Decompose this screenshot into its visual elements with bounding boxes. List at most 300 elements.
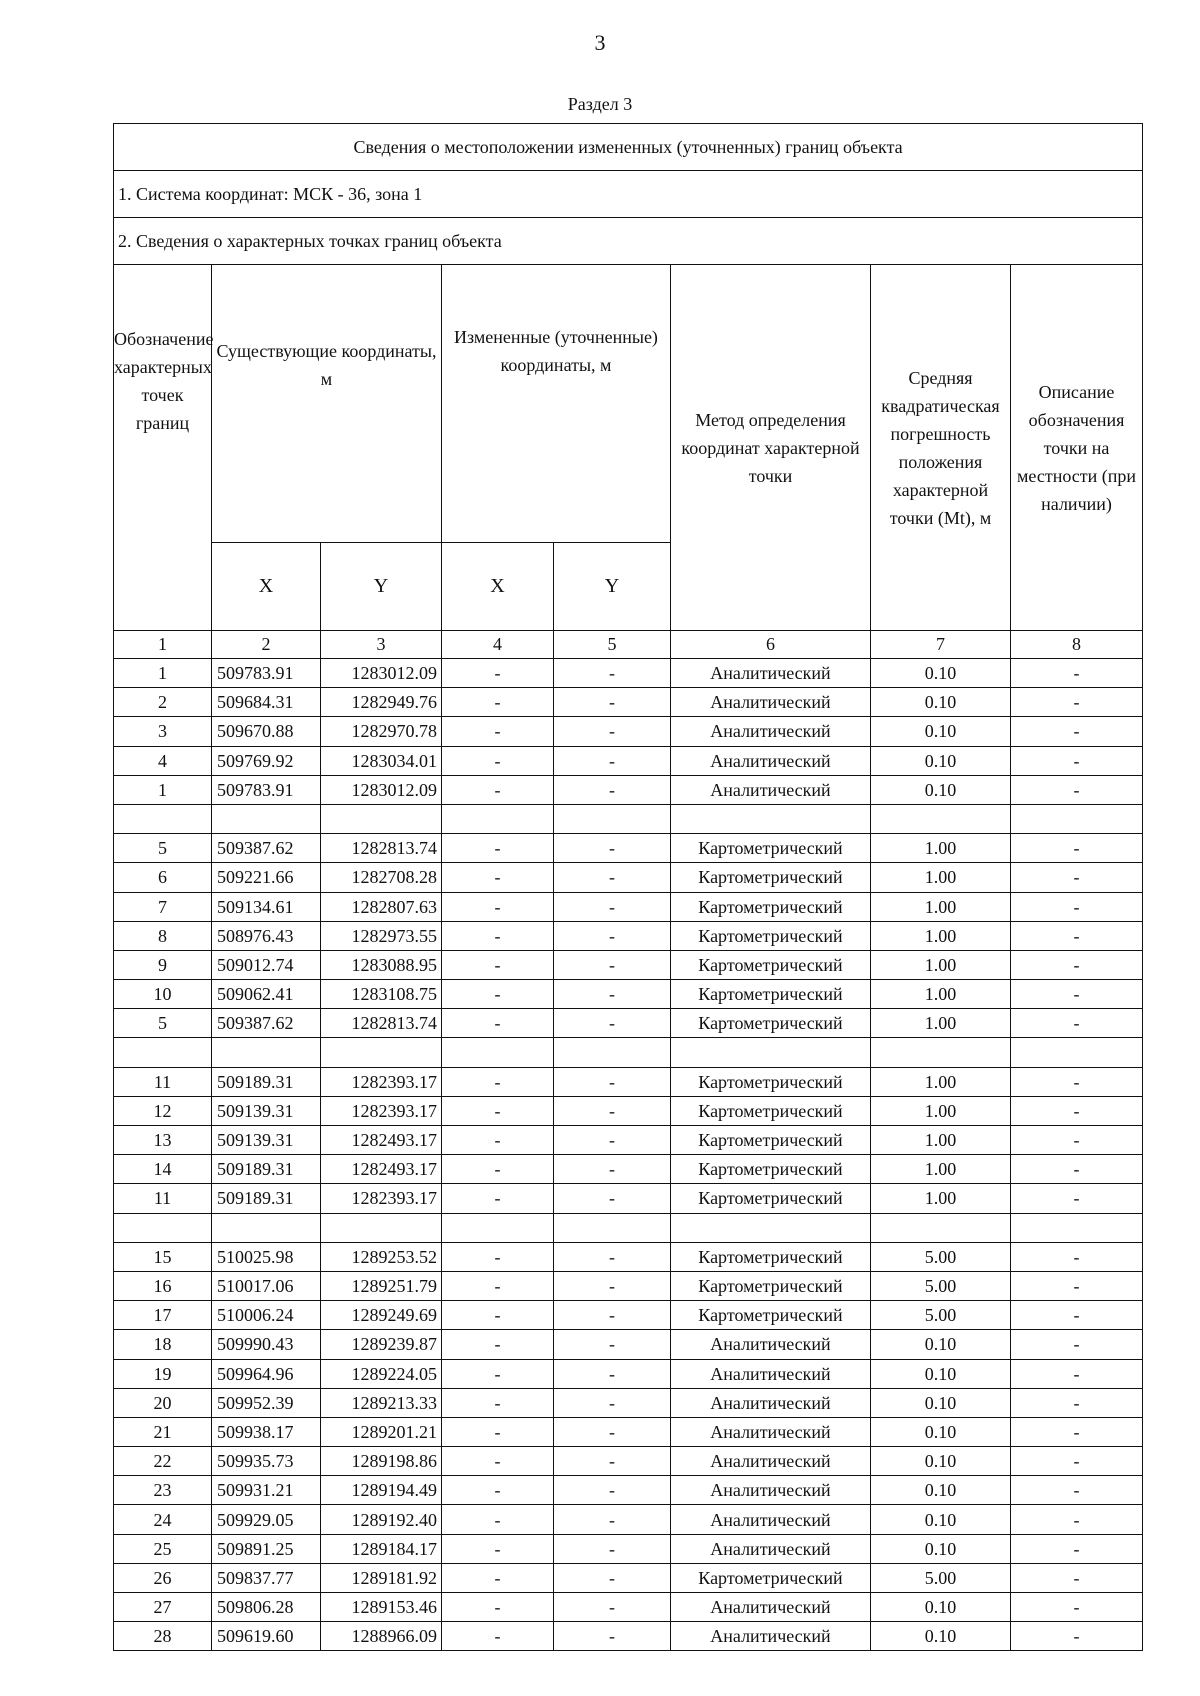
cell-point-id: 5 xyxy=(114,1009,212,1038)
cell-changed-y: - xyxy=(554,1388,671,1417)
cell-method: Картометрический xyxy=(671,1563,871,1592)
cell-point-id: 22 xyxy=(114,1447,212,1476)
cell-method: Картометрический xyxy=(671,1242,871,1271)
cell-accuracy: 0.10 xyxy=(871,1417,1011,1446)
points-heading: 2. Сведения о характерных точках границ объекта xyxy=(114,218,1143,265)
cell-method: Аналитический xyxy=(671,1476,871,1505)
cell-point-id: 2 xyxy=(114,688,212,717)
cell-method: Картометрический xyxy=(671,1126,871,1155)
cell-point-id: 27 xyxy=(114,1593,212,1622)
cell-description: - xyxy=(1011,1330,1143,1359)
table-row xyxy=(114,863,1143,892)
table-row xyxy=(114,1184,1143,1213)
cell-method: Аналитический xyxy=(671,717,871,746)
cell-point-id: 26 xyxy=(114,1563,212,1592)
table-row xyxy=(114,921,1143,950)
cell-changed-x: - xyxy=(442,950,554,979)
cell-point-id: 5 xyxy=(114,834,212,863)
cell-existing-y: 1289224.05 xyxy=(321,1359,442,1388)
blank-separator-row xyxy=(114,804,1143,833)
empty-cell xyxy=(1011,804,1143,833)
empty-cell xyxy=(114,804,212,833)
cell-existing-y: 1282813.74 xyxy=(321,1009,442,1038)
empty-cell xyxy=(442,1213,554,1242)
header-changed-x: X xyxy=(442,543,554,631)
cell-existing-x: 509139.31 xyxy=(212,1096,321,1125)
cell-method: Картометрический xyxy=(671,1184,871,1213)
header-accuracy: Средняя квадратическая погрешность положения характерной точки (Mt), м xyxy=(871,265,1011,631)
cell-existing-x: 509387.62 xyxy=(212,834,321,863)
cell-method: Аналитический xyxy=(671,746,871,775)
cell-point-id: 9 xyxy=(114,950,212,979)
blank-separator-row xyxy=(114,1213,1143,1242)
cell-method: Аналитический xyxy=(671,659,871,688)
cell-existing-y: 1289251.79 xyxy=(321,1271,442,1300)
table-row xyxy=(114,1126,1143,1155)
cell-description: - xyxy=(1011,1593,1143,1622)
cell-existing-x: 509964.96 xyxy=(212,1359,321,1388)
empty-cell xyxy=(671,1213,871,1242)
column-number: 8 xyxy=(1011,631,1143,659)
cell-changed-x: - xyxy=(442,834,554,863)
cell-point-id: 25 xyxy=(114,1534,212,1563)
cell-method: Аналитический xyxy=(671,775,871,804)
cell-existing-x: 509891.25 xyxy=(212,1534,321,1563)
cell-point-id: 12 xyxy=(114,1096,212,1125)
cell-method: Картометрический xyxy=(671,1271,871,1300)
empty-cell xyxy=(554,1038,671,1067)
cell-changed-x: - xyxy=(442,775,554,804)
cell-existing-y: 1289213.33 xyxy=(321,1388,442,1417)
empty-cell xyxy=(671,1038,871,1067)
table-row xyxy=(114,1155,1143,1184)
cell-changed-x: - xyxy=(442,1184,554,1213)
cell-accuracy: 1.00 xyxy=(871,1126,1011,1155)
cell-point-id: 21 xyxy=(114,1417,212,1446)
cell-point-id: 1 xyxy=(114,775,212,804)
cell-changed-y: - xyxy=(554,1155,671,1184)
cell-existing-x: 509952.39 xyxy=(212,1388,321,1417)
cell-changed-x: - xyxy=(442,1330,554,1359)
cell-changed-y: - xyxy=(554,921,671,950)
cell-existing-x: 510006.24 xyxy=(212,1301,321,1330)
empty-cell xyxy=(554,1213,671,1242)
cell-changed-y: - xyxy=(554,863,671,892)
table-row xyxy=(114,775,1143,804)
cell-existing-y: 1282807.63 xyxy=(321,892,442,921)
cell-changed-x: - xyxy=(442,1067,554,1096)
cell-changed-y: - xyxy=(554,1301,671,1330)
table-body xyxy=(114,124,1143,1651)
cell-changed-x: - xyxy=(442,1126,554,1155)
cell-accuracy: 5.00 xyxy=(871,1301,1011,1330)
cell-existing-y: 1282708.28 xyxy=(321,863,442,892)
cell-description: - xyxy=(1011,980,1143,1009)
cell-changed-x: - xyxy=(442,717,554,746)
cell-accuracy: 1.00 xyxy=(871,863,1011,892)
cell-accuracy: 1.00 xyxy=(871,1184,1011,1213)
cell-method: Картометрический xyxy=(671,834,871,863)
cell-method: Картометрический xyxy=(671,1067,871,1096)
cell-changed-x: - xyxy=(442,1505,554,1534)
cell-changed-x: - xyxy=(442,921,554,950)
cell-accuracy: 0.10 xyxy=(871,688,1011,717)
cell-method: Картометрический xyxy=(671,921,871,950)
empty-cell xyxy=(671,804,871,833)
cell-method: Картометрический xyxy=(671,980,871,1009)
cell-changed-x: - xyxy=(442,1271,554,1300)
table-row xyxy=(114,1096,1143,1125)
cell-existing-y: 1283012.09 xyxy=(321,775,442,804)
cell-changed-y: - xyxy=(554,688,671,717)
table-row xyxy=(114,834,1143,863)
cell-point-id: 17 xyxy=(114,1301,212,1330)
cell-point-id: 3 xyxy=(114,717,212,746)
cell-existing-y: 1282970.78 xyxy=(321,717,442,746)
cell-changed-y: - xyxy=(554,1067,671,1096)
cell-point-id: 11 xyxy=(114,1067,212,1096)
table-row xyxy=(114,892,1143,921)
cell-changed-y: - xyxy=(554,892,671,921)
cell-point-id: 20 xyxy=(114,1388,212,1417)
cell-changed-y: - xyxy=(554,1271,671,1300)
cell-accuracy: 1.00 xyxy=(871,834,1011,863)
cell-changed-y: - xyxy=(554,659,671,688)
cell-description: - xyxy=(1011,1388,1143,1417)
boundary-points-table xyxy=(113,123,1143,1651)
cell-point-id: 8 xyxy=(114,921,212,950)
cell-description: - xyxy=(1011,717,1143,746)
cell-changed-y: - xyxy=(554,1330,671,1359)
cell-existing-y: 1283108.75 xyxy=(321,980,442,1009)
cell-accuracy: 1.00 xyxy=(871,950,1011,979)
empty-cell xyxy=(212,1213,321,1242)
cell-changed-y: - xyxy=(554,1563,671,1592)
cell-existing-x: 509684.31 xyxy=(212,688,321,717)
cell-accuracy: 0.10 xyxy=(871,1388,1011,1417)
table-row xyxy=(114,1622,1143,1651)
cell-changed-y: - xyxy=(554,1184,671,1213)
column-number: 4 xyxy=(442,631,554,659)
cell-accuracy: 1.00 xyxy=(871,1067,1011,1096)
cell-changed-x: - xyxy=(442,1096,554,1125)
cell-description: - xyxy=(1011,1563,1143,1592)
empty-cell xyxy=(871,1213,1011,1242)
cell-changed-x: - xyxy=(442,1476,554,1505)
cell-changed-x: - xyxy=(442,1417,554,1446)
cell-description: - xyxy=(1011,950,1143,979)
cell-changed-x: - xyxy=(442,892,554,921)
cell-changed-y: - xyxy=(554,1417,671,1446)
page-number: 3 xyxy=(594,30,606,55)
cell-existing-y: 1289194.49 xyxy=(321,1476,442,1505)
cell-description: - xyxy=(1011,1009,1143,1038)
cell-changed-x: - xyxy=(442,1593,554,1622)
header-designation: Обозначение характерных точек границ xyxy=(114,265,212,631)
cell-changed-x: - xyxy=(442,688,554,717)
cell-existing-x: 509769.92 xyxy=(212,746,321,775)
cell-existing-x: 509990.43 xyxy=(212,1330,321,1359)
cell-existing-x: 509938.17 xyxy=(212,1417,321,1446)
coord-system: 1. Система координат: МСК - 36, зона 1 xyxy=(114,171,1143,218)
cell-accuracy: 1.00 xyxy=(871,1155,1011,1184)
column-number: 5 xyxy=(554,631,671,659)
cell-existing-y: 1282393.17 xyxy=(321,1067,442,1096)
cell-changed-y: - xyxy=(554,950,671,979)
cell-method: Картометрический xyxy=(671,1096,871,1125)
cell-changed-y: - xyxy=(554,717,671,746)
cell-description: - xyxy=(1011,1242,1143,1271)
cell-changed-x: - xyxy=(442,1009,554,1038)
cell-changed-y: - xyxy=(554,980,671,1009)
cell-description: - xyxy=(1011,1126,1143,1155)
empty-cell xyxy=(212,1038,321,1067)
cell-point-id: 15 xyxy=(114,1242,212,1271)
cell-existing-y: 1289249.69 xyxy=(321,1301,442,1330)
cell-changed-x: - xyxy=(442,1359,554,1388)
cell-existing-y: 1282393.17 xyxy=(321,1096,442,1125)
cell-accuracy: 0.10 xyxy=(871,717,1011,746)
cell-point-id: 19 xyxy=(114,1359,212,1388)
cell-point-id: 6 xyxy=(114,863,212,892)
cell-changed-x: - xyxy=(442,1155,554,1184)
cell-method: Аналитический xyxy=(671,1622,871,1651)
cell-description: - xyxy=(1011,1067,1143,1096)
header-existing-coords: Существующие координаты, м xyxy=(212,265,442,543)
table-row xyxy=(114,1534,1143,1563)
cell-description: - xyxy=(1011,1271,1143,1300)
cell-description: - xyxy=(1011,863,1143,892)
cell-method: Аналитический xyxy=(671,1447,871,1476)
cell-existing-x: 509670.88 xyxy=(212,717,321,746)
empty-cell xyxy=(554,804,671,833)
cell-description: - xyxy=(1011,1417,1143,1446)
table-row xyxy=(114,1388,1143,1417)
cell-description: - xyxy=(1011,1622,1143,1651)
header-changed-y: Y xyxy=(554,543,671,631)
section-label: Раздел 3 xyxy=(567,94,633,114)
cell-description: - xyxy=(1011,746,1143,775)
cell-existing-x: 509387.62 xyxy=(212,1009,321,1038)
cell-existing-x: 509062.41 xyxy=(212,980,321,1009)
cell-accuracy: 1.00 xyxy=(871,921,1011,950)
empty-cell xyxy=(321,804,442,833)
cell-changed-y: - xyxy=(554,1359,671,1388)
empty-cell xyxy=(321,1038,442,1067)
cell-changed-x: - xyxy=(442,1242,554,1271)
cell-changed-y: - xyxy=(554,746,671,775)
cell-point-id: 18 xyxy=(114,1330,212,1359)
cell-accuracy: 0.10 xyxy=(871,1447,1011,1476)
table-row xyxy=(114,950,1143,979)
cell-changed-y: - xyxy=(554,1534,671,1563)
cell-accuracy: 1.00 xyxy=(871,892,1011,921)
cell-existing-y: 1289239.87 xyxy=(321,1330,442,1359)
cell-description: - xyxy=(1011,1359,1143,1388)
header-method: Метод определения координат характерной точки xyxy=(671,265,871,631)
empty-cell xyxy=(442,1038,554,1067)
empty-cell xyxy=(871,1038,1011,1067)
cell-description: - xyxy=(1011,921,1143,950)
cell-description: - xyxy=(1011,775,1143,804)
empty-cell xyxy=(1011,1213,1143,1242)
cell-accuracy: 0.10 xyxy=(871,1622,1011,1651)
cell-existing-x: 509134.61 xyxy=(212,892,321,921)
cell-changed-y: - xyxy=(554,1476,671,1505)
cell-accuracy: 0.10 xyxy=(871,659,1011,688)
cell-existing-y: 1289198.86 xyxy=(321,1447,442,1476)
cell-description: - xyxy=(1011,834,1143,863)
cell-existing-x: 508976.43 xyxy=(212,921,321,950)
cell-existing-y: 1283012.09 xyxy=(321,659,442,688)
column-number: 2 xyxy=(212,631,321,659)
cell-description: - xyxy=(1011,1155,1143,1184)
cell-changed-y: - xyxy=(554,1126,671,1155)
cell-accuracy: 0.10 xyxy=(871,1359,1011,1388)
table-row xyxy=(114,1067,1143,1096)
cell-changed-x: - xyxy=(442,863,554,892)
cell-existing-y: 1289192.40 xyxy=(321,1505,442,1534)
cell-existing-y: 1283034.01 xyxy=(321,746,442,775)
empty-cell xyxy=(1011,1038,1143,1067)
cell-point-id: 14 xyxy=(114,1155,212,1184)
cell-changed-y: - xyxy=(554,1242,671,1271)
cell-description: - xyxy=(1011,688,1143,717)
cell-existing-y: 1282973.55 xyxy=(321,921,442,950)
cell-existing-x: 509221.66 xyxy=(212,863,321,892)
cell-point-id: 1 xyxy=(114,659,212,688)
column-number: 7 xyxy=(871,631,1011,659)
cell-method: Аналитический xyxy=(671,1388,871,1417)
cell-accuracy: 1.00 xyxy=(871,1009,1011,1038)
cell-accuracy: 0.10 xyxy=(871,746,1011,775)
table-row xyxy=(114,1359,1143,1388)
cell-accuracy: 0.10 xyxy=(871,1330,1011,1359)
cell-changed-x: - xyxy=(442,1563,554,1592)
cell-method: Аналитический xyxy=(671,1505,871,1534)
table-row xyxy=(114,1447,1143,1476)
cell-method: Аналитический xyxy=(671,688,871,717)
table-row xyxy=(114,980,1143,1009)
column-numbers-row xyxy=(114,631,1143,659)
cell-method: Аналитический xyxy=(671,1330,871,1359)
cell-accuracy: 5.00 xyxy=(871,1271,1011,1300)
cell-existing-x: 509189.31 xyxy=(212,1067,321,1096)
cell-existing-y: 1288966.09 xyxy=(321,1622,442,1651)
cell-existing-y: 1289181.92 xyxy=(321,1563,442,1592)
cell-existing-y: 1282493.17 xyxy=(321,1155,442,1184)
cell-accuracy: 0.10 xyxy=(871,1476,1011,1505)
cell-existing-y: 1289184.17 xyxy=(321,1534,442,1563)
empty-cell xyxy=(114,1213,212,1242)
cell-description: - xyxy=(1011,1096,1143,1125)
cell-accuracy: 0.10 xyxy=(871,1534,1011,1563)
cell-changed-x: - xyxy=(442,1447,554,1476)
header-existing-x: X xyxy=(212,543,321,631)
cell-changed-y: - xyxy=(554,775,671,804)
cell-changed-x: - xyxy=(442,1301,554,1330)
empty-cell xyxy=(114,1038,212,1067)
table-row xyxy=(114,688,1143,717)
header-description: Описание обозначения точки на местности (при наличии) xyxy=(1011,265,1143,631)
cell-method: Аналитический xyxy=(671,1417,871,1446)
cell-description: - xyxy=(1011,1505,1143,1534)
cell-changed-x: - xyxy=(442,659,554,688)
cell-changed-x: - xyxy=(442,746,554,775)
cell-method: Аналитический xyxy=(671,1593,871,1622)
cell-point-id: 28 xyxy=(114,1622,212,1651)
cell-existing-x: 509929.05 xyxy=(212,1505,321,1534)
cell-description: - xyxy=(1011,1534,1143,1563)
cell-existing-x: 509189.31 xyxy=(212,1155,321,1184)
table-row xyxy=(114,1593,1143,1622)
table-title: Сведения о местоположении измененных (уточненных) границ объекта xyxy=(114,124,1143,171)
cell-accuracy: 1.00 xyxy=(871,1096,1011,1125)
cell-point-id: 24 xyxy=(114,1505,212,1534)
cell-existing-y: 1283088.95 xyxy=(321,950,442,979)
cell-method: Аналитический xyxy=(671,1534,871,1563)
cell-accuracy: 0.10 xyxy=(871,775,1011,804)
cell-point-id: 11 xyxy=(114,1184,212,1213)
cell-method: Картометрический xyxy=(671,892,871,921)
cell-existing-x: 509931.21 xyxy=(212,1476,321,1505)
cell-existing-y: 1282493.17 xyxy=(321,1126,442,1155)
cell-point-id: 13 xyxy=(114,1126,212,1155)
table-row xyxy=(114,746,1143,775)
cell-accuracy: 5.00 xyxy=(871,1563,1011,1592)
table-row xyxy=(114,1242,1143,1271)
cell-existing-x: 509806.28 xyxy=(212,1593,321,1622)
cell-method: Картометрический xyxy=(671,863,871,892)
table-row xyxy=(114,1476,1143,1505)
cell-existing-y: 1282393.17 xyxy=(321,1184,442,1213)
empty-cell xyxy=(212,804,321,833)
table-row xyxy=(114,1563,1143,1592)
cell-existing-x: 509783.91 xyxy=(212,659,321,688)
cell-existing-y: 1289201.21 xyxy=(321,1417,442,1446)
empty-cell xyxy=(871,804,1011,833)
cell-changed-y: - xyxy=(554,1505,671,1534)
blank-separator-row xyxy=(114,1038,1143,1067)
cell-existing-y: 1289153.46 xyxy=(321,1593,442,1622)
cell-existing-y: 1289253.52 xyxy=(321,1242,442,1271)
cell-existing-y: 1282813.74 xyxy=(321,834,442,863)
cell-existing-x: 509619.60 xyxy=(212,1622,321,1651)
cell-method: Картометрический xyxy=(671,1009,871,1038)
empty-cell xyxy=(442,804,554,833)
cell-method: Картометрический xyxy=(671,1155,871,1184)
cell-accuracy: 5.00 xyxy=(871,1242,1011,1271)
column-number: 1 xyxy=(114,631,212,659)
cell-existing-x: 509935.73 xyxy=(212,1447,321,1476)
table-row xyxy=(114,1417,1143,1446)
cell-description: - xyxy=(1011,1184,1143,1213)
table-row xyxy=(114,1271,1143,1300)
cell-point-id: 4 xyxy=(114,746,212,775)
header-existing-y: Y xyxy=(321,543,442,631)
cell-changed-y: - xyxy=(554,1593,671,1622)
cell-point-id: 10 xyxy=(114,980,212,1009)
cell-point-id: 7 xyxy=(114,892,212,921)
cell-changed-x: - xyxy=(442,980,554,1009)
cell-method: Аналитический xyxy=(671,1359,871,1388)
cell-description: - xyxy=(1011,1476,1143,1505)
cell-changed-y: - xyxy=(554,1622,671,1651)
table-row xyxy=(114,1330,1143,1359)
cell-existing-x: 509189.31 xyxy=(212,1184,321,1213)
cell-existing-x: 509837.77 xyxy=(212,1563,321,1592)
cell-accuracy: 1.00 xyxy=(871,980,1011,1009)
